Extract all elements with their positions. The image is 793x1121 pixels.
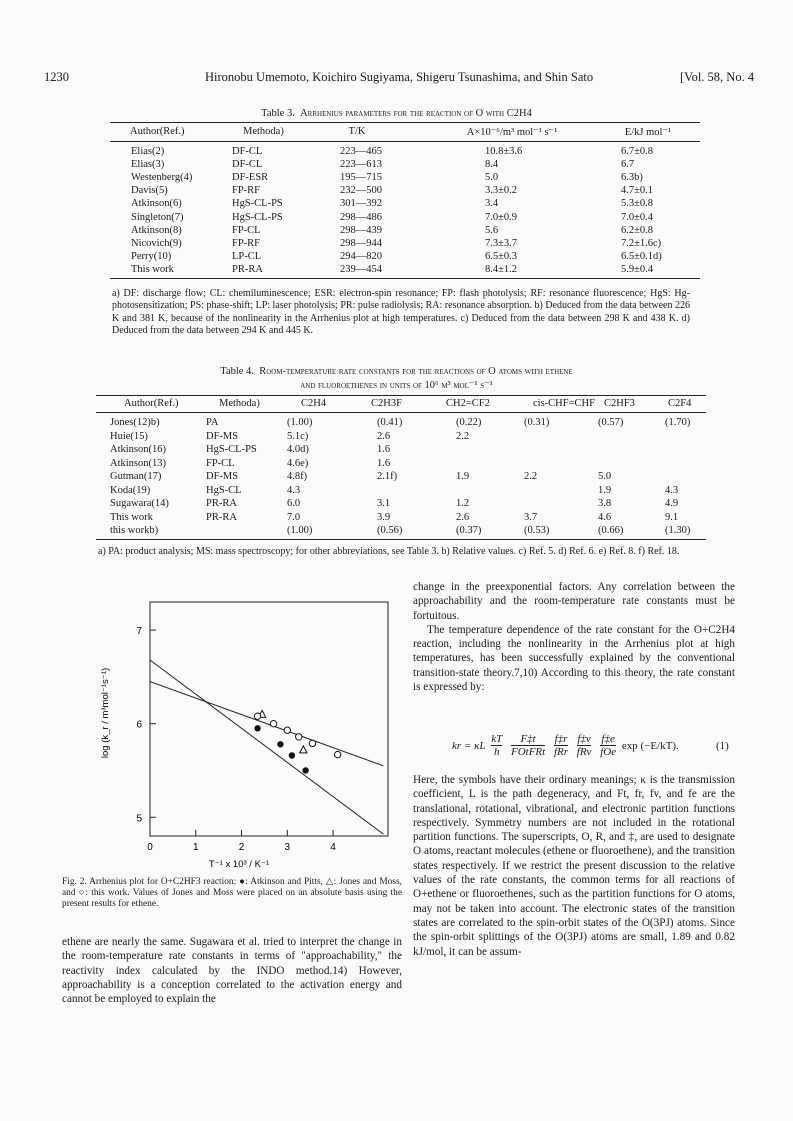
table4-cell: (1.30) [665,525,691,536]
table4-header-cell: Author(Ref.) [124,398,179,409]
table3-cell: Elias(2) [131,146,165,157]
table3-cell: 10.8±3.6 [485,146,523,157]
table4-header-cell: C2F4 [668,398,692,409]
table3-cell: 8.4±1.2 [485,263,518,275]
table4-cell: Jones(12)b) [110,417,160,428]
table4-cell: (1.00) [287,417,313,428]
table3-header-cell: T/K [348,126,366,137]
table4-cell: 9.1 [665,511,679,523]
table3-cell: Atkinson(8) [131,224,182,236]
table4-header-cell: cis-CHF=CHF [533,398,595,409]
table3-cell: HgS-CL-PS [232,211,283,223]
table4-cell: 4.9 [665,498,679,509]
table4-cell: (0.53) [524,525,550,536]
table4-cell: Huie(15) [110,430,148,442]
table4-cell: 3.9 [377,511,391,523]
table4-cell: 4.6e) [287,457,309,469]
x-tick-label: 2 [238,842,245,853]
table4-cell: HgS-CL [206,484,242,496]
table3-header-cell: E/kJ mol⁻¹ [624,127,672,138]
table3-cell: 5.6 [485,224,499,236]
table4-cell: 6.0 [287,498,301,509]
running-header-authors: Hironobu Umemoto, Koichiro Sugiyama, Shigeru Tsunashima, and Shin Sato [205,70,594,84]
paragraph-1: change in the preexponential factors. Any correlation between the approachability and the room-temperature rate constants must be fortuitous. [413,581,735,622]
table3-cell: 223—465 [340,146,382,157]
data-point-this-work [254,713,260,719]
table3-cell: 301—392 [340,198,382,210]
data-point-this-work [270,720,276,726]
table3-cell: 232—500 [340,185,382,197]
table4-caption-line2: and fluoroethenes in units of 10⁶ m³ mol⁻¹ s⁻¹ [300,380,493,391]
table4-cell: Atkinson(16) [110,444,166,455]
x-tick-label: 0 [147,842,153,853]
table3-cell: FP-RF [232,185,261,197]
table4-cell: (0.66) [598,525,624,536]
table4-cell: HgS-CL-PS [206,444,257,455]
y-tick-label: 6 [136,719,142,731]
table3-cell: 6.3b) [621,172,643,184]
table4-cell: 3.8 [598,498,612,509]
table3-cell: 6.5±0.3 [485,250,518,262]
table4-cell: Gutman(17) [110,471,162,482]
table3-cell: 5.9±0.4 [621,263,654,275]
table4-cell: Atkinson(13) [110,457,166,469]
data-point-atkinson [277,741,283,747]
table3-cell: Westenberg(4) [131,172,193,184]
table3-header-cell: A×10⁻⁶/m³ mol⁻¹ s⁻¹ [466,127,558,138]
table4-cell: 7.0 [287,511,301,523]
x-tick-label: 4 [330,842,336,853]
table4-cell: 1.2 [456,498,470,509]
table4-cell: PR-RA [206,498,237,509]
table3-cell: DF-CL [232,146,263,157]
table3-cell: LP-CL [232,250,262,262]
table3-cell: 6.2±0.8 [621,224,654,236]
table4-cell: 5.1c) [287,430,309,442]
table4-cell: Sugawara(14) [110,498,169,509]
table3-cell: PR-RA [232,263,263,275]
table3-cell: 5.0 [485,172,499,184]
table4-cell: 4.6 [598,511,612,523]
table4-cell: This work [110,511,153,523]
table4-cell: 4.0d) [287,444,309,455]
y-tick-label: 7 [136,626,142,638]
table3-cell: Atkinson(6) [131,198,182,210]
data-point-atkinson [289,752,295,758]
table4-cell: (0.56) [377,525,403,536]
table4-cell: 4.3 [665,484,679,496]
equation-1: kr = κL $\frac{kT}{h}$ F‡t FOtFRt f‡r fRr f‡v fRv f‡e fOe exp (−E/kT). [452,733,679,758]
running-header-volume: [Vol. 58, No. 4 [680,70,755,84]
fit-line [150,682,383,766]
table3-cell: Singleton(7) [131,211,184,223]
table4-cell: 2.2 [456,430,470,442]
table3-cell: This work [131,263,174,275]
table3-cell: 3.4 [485,198,499,210]
paragraph-2: The temperature dependence of the rate constant for the O+C2H4 reaction, including the nonlinearity in the Arrhenius plot at high temperatures, has been successfully explained by the conventional transition-state theory.7,10) According to this theory, the rate constant is expressed by: [413,623,735,694]
table4-cell: 3.7 [524,511,538,523]
right-column-text-2 [413,773,735,959]
table4-cell: 5.0 [598,471,612,482]
table4-cell: 1.6 [377,457,391,469]
data-point-this-work [296,734,302,740]
table4-header-cell: C2H3F [371,398,402,409]
table3-cell: Nicovich(9) [131,237,182,249]
table3-cell: 195—715 [340,172,382,184]
table3-cell: HgS-CL-PS [232,198,283,210]
table3-cell: 5.3±0.8 [621,198,654,210]
table3-cell: 4.7±0.1 [621,185,654,197]
table4-header-cell: CH2=CF2 [446,398,490,409]
table4-cell: FP-CL [206,457,235,469]
table3-cell: Elias(3) [131,159,165,171]
table4-header-cell: C2H4 [301,398,327,409]
table4-cell: (0.57) [598,417,624,428]
table3-cell: 7.0±0.4 [621,211,654,223]
plot-frame [150,602,388,836]
table4-cell: 2.2 [524,471,538,482]
table3-header-cell: Methoda) [243,126,284,137]
y-axis-label: log (k_r / m³mol⁻¹s⁻¹) [100,667,111,759]
y-tick-label: 5 [136,813,142,825]
table3-cell: Davis(5) [131,185,168,197]
figure-caption: Fig. 2. Arrhenius plot for O+C2HF3 reaction: ●: Atkinson and Pitts, △: Jones and Moss, and ○: this work. Values of Jones and Moss were placed on an absolute basis using the present results for ethene. [62,877,402,910]
x-tick-label: 3 [284,842,291,853]
fit-line [150,660,383,834]
table3-cell: 6.7±0.8 [621,146,654,157]
table4-cell: (1.00) [287,525,313,536]
table3-cell: FP-RF [232,237,261,249]
arrhenius-plot [72,588,402,874]
table4-cell: 1.6 [377,444,391,455]
table4-header-cell: Methoda) [219,398,260,409]
data-point-this-work [309,740,315,746]
data-point-atkinson [254,725,260,731]
table4-cell: (0.41) [377,417,403,428]
table3-cell: 7.2±1.6c) [621,237,662,249]
table4-cell: 4.8f) [287,471,308,482]
table4-cell: (1.70) [665,417,691,428]
data-point-jones [300,746,307,753]
table3-caption: Table 3. Arrhenius parameters for the reaction of O with C2H4 [261,108,532,119]
table4-cell: 2.1f) [377,471,398,482]
paragraph-3: Here, the symbols have their ordinary meanings; κ is the transmission coefficient, L is the path degeneracy, and Ft, fr, fv, and fe are the translational, rotational, vibrational, and electronic partition functions respectively. Symmetry numbers are not included in the rotational partition functions. The superscripts, O, R, and ‡, are used to designate O atoms, reactant molecules (ethene or fluoroethene), and the transition states respectively. If we restrict the present discussion to the relative values of the rate constants, the common terms for all reactions of O+ethene or fluoroethenes, such as the partition functions for O atoms, may not be taken into account. The electronic states of the transition states are correlated to the spin-orbit states of the O(3PJ) atoms. Since the spin-orbit splittings of the O(3PJ) atoms are small, 1.89 and 0.82 kJ/mol, it can be assum- [413,774,735,958]
data-point-this-work [334,751,340,757]
equation-number: (1) [716,740,729,752]
table3-cell: DF-ESR [232,172,269,184]
table3-cell: 6.5±0.1d) [621,250,662,262]
table3-cell: 298—486 [340,211,382,223]
table4-cell: 2.6 [377,430,391,442]
page-number: 1230 [44,70,69,84]
table4-cell: PR-RA [206,511,237,523]
table3-cell: 223—613 [340,159,382,171]
table3-cell: 7.0±0.9 [485,211,518,223]
table3-cell: Perry(10) [131,250,172,262]
x-axis-label: T⁻¹ x 10³ / K⁻¹ [208,859,270,870]
table3-cell: FP-CL [232,224,261,236]
table3-cell: 7.3±3.7 [485,237,518,249]
table3-cell: 8.4 [485,159,499,171]
table4-cell: 1.9 [598,484,612,496]
table3-cell: 3.3±0.2 [485,185,518,197]
table4-caption-line1: Table 4. Room-temperature rate constants for the reactions of O atoms with ethene [220,366,573,377]
table4-cell: Koda(19) [110,484,151,496]
table4-cell: DF-MS [206,471,239,482]
table4-cell: (0.31) [524,417,550,428]
table4-cell: (0.37) [456,525,482,536]
table4-cell: this workb) [110,525,159,536]
table4-cell: (0.22) [456,417,482,428]
right-column-text [413,580,735,694]
table3-cell: 298—439 [340,224,382,236]
table3-cell: 6.7 [621,159,635,171]
table3-header-cell: Author(Ref.) [130,126,185,137]
table4-footnote: a) PA: product analysis; MS: mass spectroscopy; for other abbreviations, see Table 3. b) Relative values. c) Ref. 5. d) Ref. 6. e) Ref. 8. f) Ref. 18. [98,546,680,557]
x-tick-label: 1 [192,842,199,853]
table4-cell: 4.3 [287,484,301,496]
table3-cell: 298—944 [340,237,382,249]
table4-cell: 3.1 [377,498,391,509]
data-point-atkinson [302,767,308,773]
table4-cell: 1.9 [456,471,470,482]
data-point-this-work [284,727,290,733]
table4-header-cell: C2HF3 [604,398,635,409]
table4-cell: 2.6 [456,511,470,523]
table3-cell: 239—454 [340,263,382,275]
table3-cell: DF-CL [232,159,263,171]
table4-cell: PA [206,417,219,428]
table4-cell: DF-MS [206,430,239,442]
table3-cell: 294—820 [340,250,382,262]
table3-footnote: a) DF: discharge flow; CL: chemiluminescence; ESR: electron-spin resonance; FP: flash photolysis; RF: resonance fluorescence; HgS: Hg-photosensitization; PS: phase-shift; LP: laser photolysis; PR: pulse radiolysis; RA: resonance absorption. b) Deduced from the data between 226 K and 381 K, because of the nonlinearity in the Arrhenius plot at high temperatures. c) Deduced from the data between 298 K and 438 K. d) Deduced from the data between 294 K and 445 K. [112,288,690,337]
left-column-text: ethene are nearly the same. Sugawara et al. tried to interpret the change in the room-temperature rate constants in terms of "approachability," the reactivity index calculated by the INDO method.14) However, approachability is a conception correlated to the activation energy and cannot be employed to explain the [62,936,402,1006]
